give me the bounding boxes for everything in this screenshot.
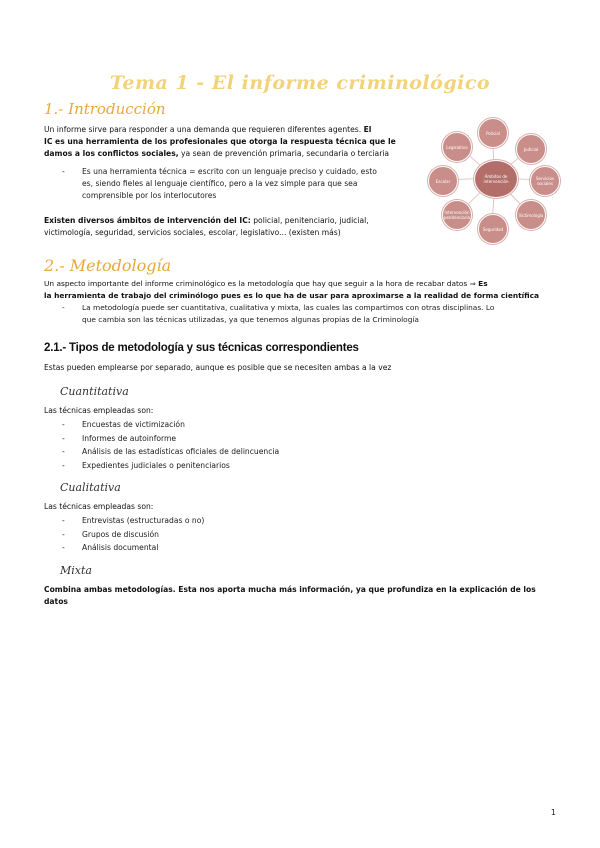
list-item: - Análisis documental bbox=[44, 541, 204, 555]
section-heading-metodologia: 2.- Metodología bbox=[44, 256, 172, 275]
subheading-cuantitativa: Cuantitativa bbox=[60, 385, 129, 398]
metodologia-line-1 bbox=[44, 278, 556, 290]
diagram-node-victimologia: Victimología bbox=[516, 200, 546, 230]
list-item: - Informes de autoinforme bbox=[44, 432, 279, 446]
bullet-dash: - bbox=[62, 303, 65, 312]
list-item: - Entrevistas (estructuradas o no) bbox=[44, 514, 204, 528]
list-item: - Grupos de discusión bbox=[44, 528, 204, 542]
bullet-dash: - bbox=[62, 167, 65, 176]
section-heading-introduccion: 1.- Introducción bbox=[44, 100, 166, 118]
intro-bullet-line-2: es, siendo fieles al lenguaje científico, pero a la vez simple para que sea bbox=[82, 179, 358, 189]
list-item: - Análisis de las estadísticas oficiales de delincuencia bbox=[44, 445, 279, 459]
metodologia-bullet-text bbox=[82, 302, 556, 326]
intro-line-2: IC es una herramienta de los profesionales que otorga la respuesta técnica que le bbox=[44, 137, 396, 147]
ambits-paragraph bbox=[44, 215, 414, 239]
intro-bullet-text bbox=[82, 166, 414, 203]
intro-line-1 bbox=[44, 124, 414, 136]
ambits-line-2: victimología, seguridad, servicios sociales, escolar, legislativo... (existen más) bbox=[44, 228, 341, 238]
subheading-mixta: Mixta bbox=[60, 564, 92, 577]
cuantitativa-lead: Las técnicas empleadas son: bbox=[44, 406, 154, 415]
intro-text-3c: ya sean de prevención primaria, secundaria o terciaria bbox=[178, 149, 390, 159]
cualitativa-lead: Las técnicas empleadas son: bbox=[44, 502, 154, 511]
subheading-cualitativa: Cualitativa bbox=[60, 481, 121, 494]
ambits-cycle-diagram bbox=[420, 110, 570, 252]
intro-text-1a: Un informe sirve para responder a una demanda que requieren diferentes agentes. bbox=[44, 125, 362, 134]
metodologia-text-1a: Un aspecto importante del informe criminológico es la metodología que hay que seguir a la hora de recabar datos ⇒ bbox=[44, 279, 476, 288]
intro-text-3b: damos a los conflictos sociales, bbox=[44, 149, 179, 159]
metodologia-line-2: la herramienta de trabajo del criminólogo pues es lo que ha de usar para aproximarse a la realidad de forma científica bbox=[44, 291, 540, 301]
diagram-center-node: Ámbitos de intervención bbox=[474, 160, 518, 198]
metodologia-text-1b: Es bbox=[478, 279, 488, 288]
document-title: Tema 1 - El informe criminológico bbox=[109, 72, 491, 94]
intro-bullet-line-1: Es una herramienta técnica = escrito con un lenguaje preciso y cuidado, esto bbox=[82, 167, 377, 176]
metodologia-paragraph bbox=[44, 278, 556, 302]
mixta-paragraph bbox=[44, 584, 556, 608]
diagram-node-penitenciaria: Intervención penitenciaria bbox=[442, 200, 472, 230]
mixta-line-2: datos bbox=[44, 597, 68, 607]
list-item: - Expedientes judiciales o penitenciarios bbox=[44, 459, 279, 473]
metodologia-bullet-line-1: La metodología puede ser cuantitativa, cualitativa y mixta, las cuales las compartimos con otras disciplinas. Lo bbox=[82, 303, 495, 312]
diagram-node-escolar: Escolar bbox=[428, 166, 458, 196]
diagram-node-policial: Policial bbox=[478, 118, 508, 148]
diagram-node-seguridad: Seguridad bbox=[478, 214, 508, 244]
intro-bullet-line-3: comprensible por los interlocutores bbox=[82, 191, 217, 201]
cualitativa-list bbox=[44, 514, 204, 555]
cuantitativa-list bbox=[44, 418, 279, 472]
tipos-intro: Estas pueden emplearse por separado, aunque es posible que se necesiten ambas a la vez bbox=[44, 363, 392, 372]
page-number: 1 bbox=[550, 808, 556, 817]
intro-paragraph bbox=[44, 124, 414, 161]
metodologia-bullet-line-2: que cambia son las técnicas utilizadas, ya que tenemos algunas propias de la Criminología bbox=[82, 315, 419, 325]
intro-line-3 bbox=[44, 148, 414, 160]
diagram-node-legislativo: Legislativo bbox=[442, 132, 472, 162]
ambits-text-1c: policial, penitenciario, judicial, bbox=[250, 216, 369, 225]
intro-text-1b: El bbox=[363, 125, 372, 134]
mixta-line-1: Combina ambas metodologías. Esta nos aporta mucha más información, ya que profundiza en la explicación de los bbox=[44, 585, 536, 594]
list-item: - Encuestas de victimización bbox=[44, 418, 279, 432]
ambits-line-1 bbox=[44, 215, 414, 227]
section-heading-tipos: 2.1.- Tipos de metodología y sus técnicas correspondientes bbox=[44, 342, 359, 354]
diagram-node-judicial: Judicial bbox=[516, 134, 546, 164]
ambits-text-1b: Existen diversos ámbitos de intervención del IC: bbox=[44, 216, 251, 225]
diagram-node-servicios-sociales: Servicios sociales bbox=[530, 166, 560, 196]
